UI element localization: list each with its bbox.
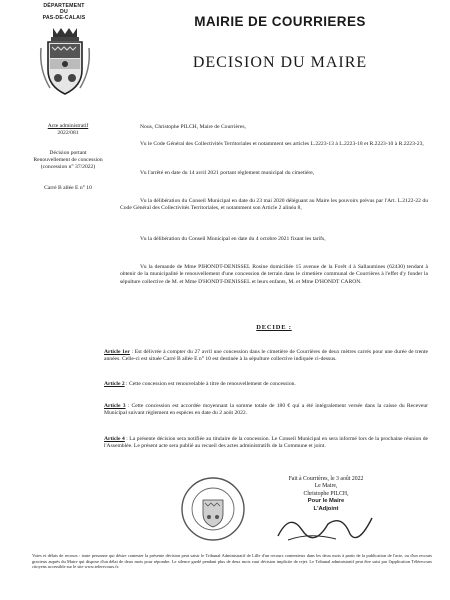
acte-block <box>28 123 108 137</box>
article-4 <box>104 436 428 451</box>
article-label: Article 2 <box>104 381 125 387</box>
signer-role: Le Maire, <box>314 483 338 490</box>
department-line: PAS-DE-CALAIS <box>42 15 86 21</box>
article-label: Article 4 <box>104 436 125 442</box>
article-text: : Cette concession est accordée moyennant la somme totale de 180 € qui a été intégralement versée dans la caisse du Receveur Municipal suivant règlement en espèces en date du 2 août 2022. <box>104 403 429 417</box>
paragraph-demande: Vu la demande de Mme PIHONDT-DENISSEL Rosine domiciliée 15 avenue de la Forêt 4 à Sallaumines (62430) tendant à obtenir de la municipalité le renouvellement d'une concession de terrain dans le cimetière communal de Courrières à l'effet d'y fonder la sépulture collective de M. et Mme D'HONDT-DENISSEL et leurs enfants, M. et Mme D'HONDT CARON. <box>120 264 428 285</box>
paragraph-deliberation-tarifs: Vu la délibération du Conseil Municipal en date du 4 octobre 2021 fixant les tarifs, <box>140 236 326 242</box>
decision-label-block <box>28 150 108 171</box>
coat-of-arms-icon <box>38 26 92 98</box>
signature-scribble-icon <box>270 506 380 546</box>
paragraph-nous: Nous, Christophe PILCH, Maire de Courrières, <box>140 124 246 130</box>
paragraph-arrete: Vu l'arrêté en date du 14 avril 2021 portant règlement municipal du cimetière, <box>140 170 315 176</box>
acte-number: 2022/081 <box>57 130 79 136</box>
decision-label-line: Décision portant <box>49 150 87 156</box>
acte-label: Acte administratif <box>47 123 89 129</box>
department-label <box>34 3 94 21</box>
article-2 <box>104 381 428 388</box>
department-line: DU <box>60 9 68 15</box>
signer-name: Christophe PILCH, <box>303 490 349 497</box>
mairie-title: MAIRIE DE COURRIERES <box>194 14 366 29</box>
article-text: : Est délivrée à compter du 27 avril une concession dans le cimetière de Courrières de deux mètres carrés pour une durée de trente années. Celle-ci est située Carré B allée E n° 10 est destinée à la sépulture collective indiquée ci-dessus. <box>104 349 429 363</box>
article-label: Article 1er <box>104 349 130 355</box>
pour-le-maire: Pour le Maire <box>307 498 345 505</box>
article-3 <box>104 403 428 418</box>
footer-recours: Voies et délais de recours : toute personne qui désire contester la présente décision peut saisir le Tribunal Administratif de Lille d'un recours contentieux dans les deux mois à partir de la publication de l'acte, ou d'un recours gracieux auprès du Maire qui dispose d'un délai de deux mois pour répondre. Le silence gardé pendant plus de deux mois vaut décision implicite de rejet. Le Tribunal administratif peut être saisi par l'application Télérecours citoyens accessible sur le site www.telerecours.fr. <box>32 553 432 570</box>
paragraph-code-general: Vu le Code Général des Collectivités Territoriales et notamment ses articles L.2223-13 à L.2223-18 et R.2223-10 à R.2223-23, <box>140 141 424 147</box>
article-text: : La présente décision sera notifiée au titulaire de la concession. Le Conseil Municipal en sera informé lors de la prochaine réunion de l'Assemblée. Le présent acte sera publié au recueil des actes administratifs de la Commune et joint. <box>104 436 429 450</box>
commune-seal-icon <box>178 474 248 544</box>
place-date: Fait à Courrières, le 3 août 2022 <box>288 476 364 482</box>
decision-label-line: (concession n° 37/2022) <box>40 164 96 170</box>
decide-heading: DECIDE : <box>256 324 292 331</box>
article-text: : Cette concession est renouvelable à titre de renouvellement de concession. <box>124 381 296 387</box>
decision-title: DECISION DU MAIRE <box>192 54 368 71</box>
adjoint-label: L'Adjoint <box>313 505 339 512</box>
article-label: Article 3 <box>104 403 126 409</box>
paragraph-deliberation-delegation: Vu la délibération du Conseil Municipal en date du 23 mai 2020 déléguant au Maire les pouvoirs prévus par l'Art. L.2122-22 du Code Général des Collectivités Territoriales, et notamment son Article 2 alinéa 8, <box>120 198 428 212</box>
article-1 <box>104 349 428 364</box>
department-line: DÉPARTEMENT <box>43 3 85 9</box>
decision-label-line: Renouvellement de concession <box>33 157 103 163</box>
carre-label: Carré B allée E n° 10 <box>44 185 92 191</box>
